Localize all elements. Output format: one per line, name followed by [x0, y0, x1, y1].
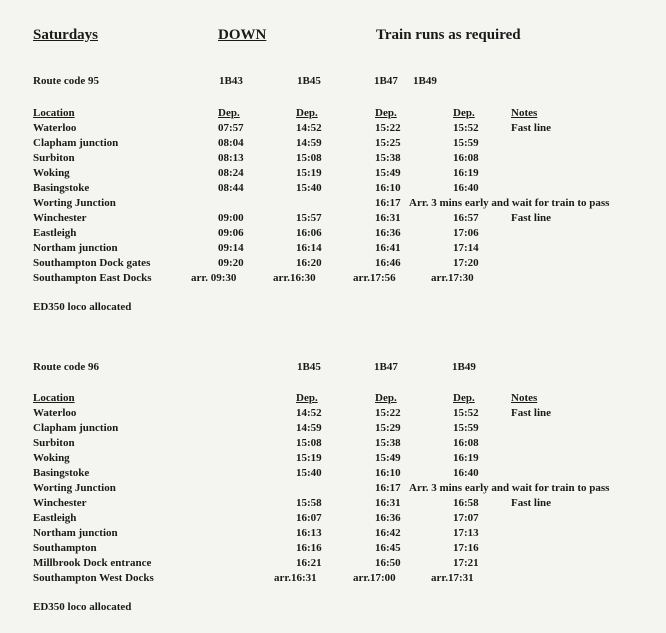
location-cell: Eastleigh: [33, 227, 77, 239]
time-cell: 16:20: [296, 257, 322, 269]
time-cell: 15:22: [375, 122, 401, 134]
table-row: [0, 542, 666, 557]
table-row: [0, 452, 666, 467]
time-cell: 15:52: [453, 122, 479, 134]
table-row: [0, 257, 666, 272]
location-cell: Millbrook Dock entrance: [33, 557, 152, 569]
location-cell: Worting Junction: [33, 482, 116, 494]
time-cell: 15:08: [296, 437, 322, 449]
table-row: [0, 527, 666, 542]
table-row: [0, 137, 666, 152]
col-header-dep: Dep.: [453, 392, 475, 404]
day-heading: Saturdays: [33, 27, 99, 43]
location-cell: Southampton Dock gates: [33, 257, 151, 269]
time-cell: 16:17: [375, 482, 401, 494]
time-cell: 15:38: [375, 437, 401, 449]
time-cell: 15:58: [296, 497, 322, 509]
location-cell: Basingstoke: [33, 467, 90, 479]
time-cell: 08:13: [218, 152, 244, 164]
location-cell: Woking: [33, 452, 70, 464]
time-cell: arr.17:31: [431, 572, 474, 584]
time-cell: 08:24: [218, 167, 244, 179]
time-cell: 17:06: [453, 227, 479, 239]
time-cell: 15:49: [375, 167, 401, 179]
col-header-notes: Notes: [511, 107, 538, 119]
time-cell: 14:52: [296, 122, 322, 134]
time-cell: arr.17:56: [353, 272, 396, 284]
time-cell: 09:14: [218, 242, 244, 254]
time-cell: 15:38: [375, 152, 401, 164]
time-cell: 16:13: [296, 527, 322, 539]
table-row: [0, 167, 666, 182]
location-cell: Basingstoke: [33, 182, 90, 194]
time-cell: 16:50: [375, 557, 401, 569]
time-cell: 17:21: [453, 557, 479, 569]
time-cell: arr.17:30: [431, 272, 474, 284]
table-row: [0, 122, 666, 137]
table-row: [0, 197, 666, 212]
notes-cell: Fast line: [511, 122, 552, 134]
time-cell: 17:07: [453, 512, 479, 524]
train-code: 1B43: [219, 75, 243, 87]
table-row: [0, 437, 666, 452]
col-header-location: Location: [33, 392, 75, 404]
train-code: 1B49: [452, 361, 476, 373]
time-cell: 16:07: [296, 512, 322, 524]
notes-cell: Fast line: [511, 497, 552, 509]
col-header-dep: Dep.: [375, 392, 397, 404]
col-header-dep: Dep.: [453, 107, 475, 119]
table-row: [0, 572, 666, 587]
time-cell: 16:10: [375, 182, 401, 194]
time-cell: 07:57: [218, 122, 244, 134]
col-header-dep: Dep.: [218, 107, 240, 119]
time-cell: 16:40: [453, 467, 479, 479]
table-row: [0, 242, 666, 257]
time-cell: 08:44: [218, 182, 244, 194]
time-cell: 16:45: [375, 542, 401, 554]
time-cell: 16:31: [375, 497, 401, 509]
location-cell: Woking: [33, 167, 70, 179]
notes-cell: Arr. 3 mins early and wait for train to pass: [409, 482, 610, 494]
train-code: 1B49: [413, 75, 437, 87]
location-cell: Clapham junction: [33, 137, 119, 149]
location-cell: Southampton East Docks: [33, 272, 152, 284]
location-cell: Waterloo: [33, 122, 77, 134]
table-row: [0, 227, 666, 242]
time-cell: 16:08: [453, 437, 479, 449]
location-cell: Eastleigh: [33, 512, 77, 524]
location-cell: Northam junction: [33, 242, 118, 254]
location-cell: Winchester: [33, 212, 87, 224]
time-cell: 16:06: [296, 227, 322, 239]
time-cell: 16:16: [296, 542, 322, 554]
time-cell: 16:19: [453, 167, 479, 179]
table-row: [0, 212, 666, 227]
time-cell: arr.17:00: [353, 572, 396, 584]
col-header-dep: Dep.: [375, 107, 397, 119]
time-cell: 17:16: [453, 542, 479, 554]
train-code: 1B45: [297, 75, 321, 87]
time-cell: 16:21: [296, 557, 322, 569]
time-cell: 16:08: [453, 152, 479, 164]
time-cell: 16:19: [453, 452, 479, 464]
table-row: [0, 152, 666, 167]
time-cell: 17:20: [453, 257, 479, 269]
location-cell: Worting Junction: [33, 197, 116, 209]
time-cell: 08:04: [218, 137, 244, 149]
direction-heading: DOWN: [218, 27, 267, 43]
time-cell: 17:13: [453, 527, 479, 539]
time-cell: 16:46: [375, 257, 401, 269]
col-header-notes: Notes: [511, 392, 538, 404]
time-cell: 15:59: [453, 137, 479, 149]
location-cell: Southampton: [33, 542, 97, 554]
col-header-dep: Dep.: [296, 107, 318, 119]
time-cell: 16:41: [375, 242, 401, 254]
col-header-dep: Dep.: [296, 392, 318, 404]
notes-cell: Fast line: [511, 212, 552, 224]
location-cell: Clapham junction: [33, 422, 119, 434]
time-cell: arr.16:31: [274, 572, 317, 584]
location-cell: Waterloo: [33, 407, 77, 419]
runs-heading: Train runs as required: [376, 27, 521, 43]
time-cell: 14:52: [296, 407, 322, 419]
train-code: 1B45: [297, 361, 321, 373]
time-cell: 15:40: [296, 467, 322, 479]
location-cell: Winchester: [33, 497, 87, 509]
time-cell: 15:57: [296, 212, 322, 224]
time-cell: 17:14: [453, 242, 479, 254]
train-code: 1B47: [374, 75, 398, 87]
time-cell: 15:22: [375, 407, 401, 419]
location-cell: Southampton West Docks: [33, 572, 154, 584]
route-code: Route code 95: [33, 75, 99, 87]
loco-note: ED350 loco allocated: [33, 301, 132, 313]
time-cell: 16:17: [375, 197, 401, 209]
time-cell: 16:40: [453, 182, 479, 194]
col-header-location: Location: [33, 107, 75, 119]
time-cell: 15:19: [296, 167, 322, 179]
time-cell: 15:59: [453, 422, 479, 434]
time-cell: 16:36: [375, 227, 401, 239]
table-row: [0, 557, 666, 572]
time-cell: arr.16:30: [273, 272, 316, 284]
notes-cell: Fast line: [511, 407, 552, 419]
time-cell: 15:08: [296, 152, 322, 164]
time-cell: 15:19: [296, 452, 322, 464]
time-cell: 15:25: [375, 137, 401, 149]
time-cell: 14:59: [296, 137, 322, 149]
time-cell: 15:49: [375, 452, 401, 464]
time-cell: arr. 09:30: [191, 272, 237, 284]
notes-cell: Arr. 3 mins early and wait for train to pass: [409, 197, 610, 209]
time-cell: 09:00: [218, 212, 244, 224]
time-cell: 16:14: [296, 242, 322, 254]
time-cell: 16:36: [375, 512, 401, 524]
table-row: [0, 407, 666, 422]
time-cell: 15:40: [296, 182, 322, 194]
time-cell: 14:59: [296, 422, 322, 434]
time-cell: 15:29: [375, 422, 401, 434]
table-row: [0, 467, 666, 482]
time-cell: 16:58: [453, 497, 479, 509]
time-cell: 09:20: [218, 257, 244, 269]
table-row: [0, 182, 666, 197]
time-cell: 16:57: [453, 212, 479, 224]
time-cell: 15:52: [453, 407, 479, 419]
time-cell: 16:42: [375, 527, 401, 539]
table-row: [0, 497, 666, 512]
table-row: [0, 482, 666, 497]
table-row: [0, 272, 666, 287]
time-cell: 09:06: [218, 227, 244, 239]
location-cell: Surbiton: [33, 437, 75, 449]
train-code: 1B47: [374, 361, 398, 373]
location-cell: Northam junction: [33, 527, 118, 539]
time-cell: 16:31: [375, 212, 401, 224]
location-cell: Surbiton: [33, 152, 75, 164]
table-row: [0, 422, 666, 437]
time-cell: 16:10: [375, 467, 401, 479]
loco-note: ED350 loco allocated: [33, 601, 132, 613]
route-code: Route code 96: [33, 361, 99, 373]
table-row: [0, 512, 666, 527]
